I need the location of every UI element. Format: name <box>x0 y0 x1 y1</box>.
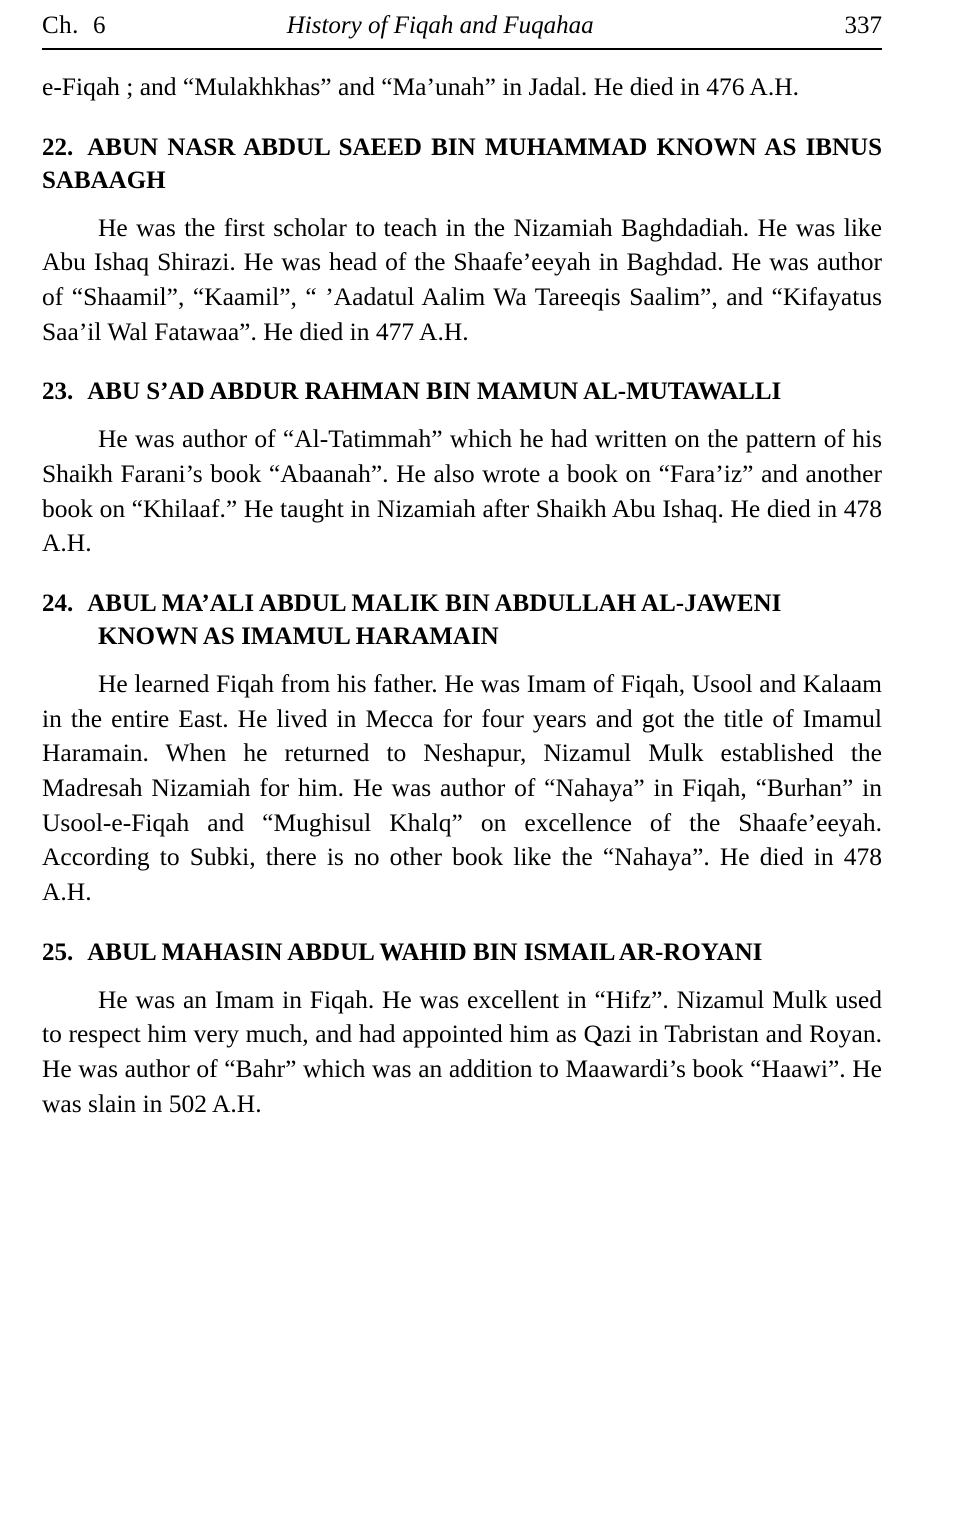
entry-paragraph-25: He was an Imam in Fiqah. He was excellent in “Hifz”. Nizamul Mulk used to respect him very much, and had appointed him as Qazi in Tabristan and Royan. He was author of “Bahr” which was an addition to Maawardi’s book “Haawi”. He was slain in 502 A.H. <box>42 984 882 1118</box>
entry-title-23: ABU S’AD ABDUR RAHMAN BIN MAMUN AL-MUTAWALLI <box>87 378 782 406</box>
book-title: History of Fiqah and Fuqahaa <box>286 12 594 39</box>
entry-title-24: ABUL MA’ALI ABDUL MALIK BIN ABDULLAH AL-JAWENI KNOWN AS IMAMUL HARAMAIN <box>87 590 782 651</box>
entry-number-24: 24. <box>42 590 74 618</box>
entry-heading-22 <box>42 131 882 197</box>
entry-number-25: 25. <box>42 938 74 966</box>
running-head <box>42 8 882 42</box>
chapter-label: Ch. <box>42 12 79 39</box>
entry-title-22: ABUN NASR ABDUL SAEED BIN MUHAMMAD KNOWN AS IBNUS SABAAGH <box>42 133 882 194</box>
continued-paragraph: e-Fiqah ; and “Mulakhkhas” and “Ma’unah” in Jadal. He died in 476 A.H. <box>42 72 800 101</box>
entry-paragraph-22: He was the first scholar to teach in the Nizamiah Baghdadiah. He was like Abu Ishaq Shirazi. He was head of the Shaafe’eeyah in Baghdad. He was author of “Shaamil”, “Kaamil”, “ ’Aadatul Aalim Wa Tareeqis Saalim”, and “Kifayatus Saa’il Wal Fatawaa”. He died in 477 A.H. <box>42 212 882 346</box>
entry-heading-25 <box>42 936 882 969</box>
chapter-number: 6 <box>92 12 106 39</box>
entry-number-22: 22. <box>42 133 74 161</box>
entry-title-25: ABUL MAHASIN ABDUL WAHID BIN ISMAIL AR-ROYANI <box>87 938 763 966</box>
chapter-indicator <box>42 12 106 40</box>
entry-paragraph-23: He was author of “Al-Tatimmah” which he had written on the pattern of his Shaikh Farani’s book “Abaanah”. He also wrote a book on “Fara’iz” and another book on “Khilaaf.” He taught in Nizamiah after Shaikh Abu Ishaq. He died in 478 A.H. <box>42 424 882 558</box>
page-number: 337 <box>844 12 882 39</box>
header-divider <box>42 48 882 50</box>
entry-heading-24 <box>42 587 882 653</box>
entry-paragraph-24: He learned Fiqah from his father. He was Imam of Fiqah, Usool and Kalaam in the entire East. He lived in Mecca for four years and got the title of Imamul Haramain. When he returned to Neshapur, Nizamul Mulk established the Madresah Nizamiah for him. He was author of “Nahaya” in Fiqah, “Burhan” in Usool-e-Fiqah and “Mughisul Khalq” on excellence of the Shaafe’eeyah. According to Subki, there is no other book like the “Nahaya”. He died in 478 A.H. <box>42 669 882 907</box>
entry-heading-23 <box>42 375 882 408</box>
entry-number-23: 23. <box>42 378 74 406</box>
